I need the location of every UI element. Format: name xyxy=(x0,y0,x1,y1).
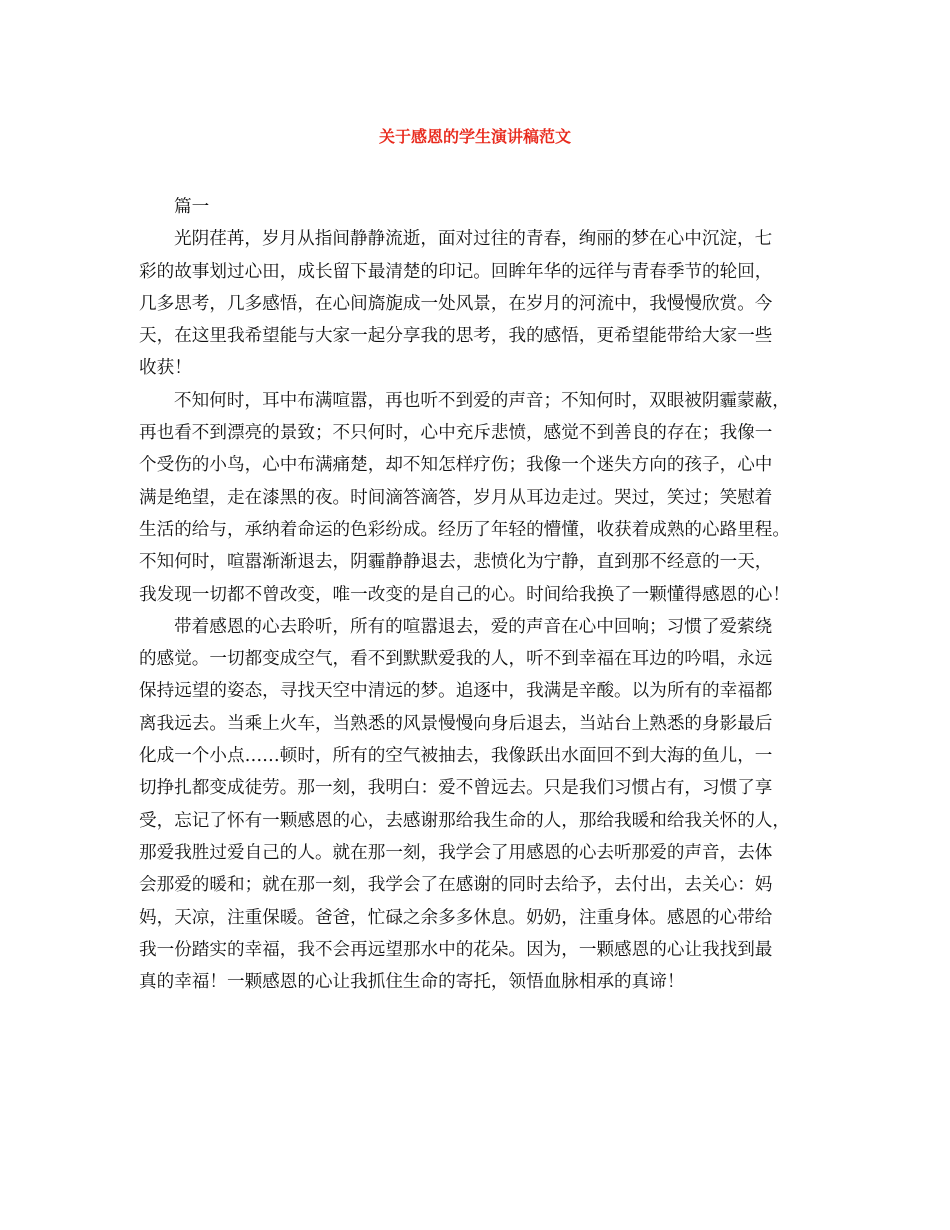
text-line: 彩的故事划过心田，成长留下最清楚的印记。回眸年华的远徉与青春季节的轮回， xyxy=(139,261,773,282)
text-line: 化成一个小点……顿时，所有的空气被抽去，我像跃出水面回不到大海的鱼儿，一 xyxy=(139,746,773,767)
text-line: 妈，天凉，注重保暖。爸爸，忙碌之余多多休息。奶奶，注重身体。感恩的心带给 xyxy=(139,907,773,928)
text-line: 生活的给与，承纳着命运的色彩纷成。经历了年轻的懵懂，收获着成熟的心路里程。 xyxy=(139,519,790,540)
document-title: 关于感恩的学生演讲稿范文 xyxy=(378,127,571,146)
text-line: 我一份踏实的幸福，我不会再远望那水中的花朵。因为，一颗感恩的心让我找到最 xyxy=(139,939,773,960)
text-line: 受，忘记了怀有一颗感恩的心，去感谢那给我生命的人，那给我暖和给我关怀的人， xyxy=(139,810,790,831)
text-line: 满是绝望，走在漆黑的夜。时间滴答滴答，岁月从耳边走过。哭过，笑过；笑慰着 xyxy=(139,487,773,508)
text-line: 切挣扎都变成徒劳。那一刻，我明白：爱不曾远去。只是我们习惯占有，习惯了享 xyxy=(139,778,773,799)
text-line: 收获！ xyxy=(139,358,192,379)
text-line: 几多思考，几多感悟，在心间旖旎成一处风景，在岁月的河流中，我慢慢欣赏。今 xyxy=(139,293,773,314)
document-body xyxy=(139,191,821,998)
text-line: 个受伤的小鸟，心中布满痛楚，却不知怎样疗伤；我像一个迷失方向的孩子，心中 xyxy=(139,455,773,476)
text-line: 我发现一切都不曾改变，唯一改变的是自己的心。时间给我换了一颗懂得感恩的心！ xyxy=(139,584,790,605)
text-line: 的感觉。一切都变成空气，看不到默默爱我的人，听不到幸福在耳边的吟唱，永远 xyxy=(139,649,773,670)
text-line: 再也看不到漂亮的景致；不只何时，心中充斥悲愤，感觉不到善良的存在；我像一 xyxy=(139,423,773,444)
text-line: 真的幸福！一颗感恩的心让我抓住生命的寄托，领悟血脉相承的真谛！ xyxy=(139,972,685,993)
text-line: 带着感恩的心去聆听，所有的喧嚣退去，爱的声音在心中回响；习惯了爱萦绕 xyxy=(174,616,773,637)
text-line: 不知何时，耳中布满喧嚣，再也听不到爱的声音；不知何时，双眼被阴霾蒙蔽， xyxy=(174,390,790,411)
text-line: 保持远望的姿态，寻找天空中清远的梦。追逐中，我满是辛酸。以为所有的幸福都 xyxy=(139,681,773,702)
text-line: 会那爱的暖和；就在那一刻，我学会了在感谢的同时去给予，去付出，去关心：妈 xyxy=(139,875,773,896)
text-line: 天，在这里我希望能与大家一起分享我的思考，我的感悟，更希望能带给大家一些 xyxy=(139,326,773,347)
section-label: 篇一 xyxy=(174,197,210,217)
text-line: 光阴荏苒，岁月从指间静静流逝，面对过往的青春，绚丽的梦在心中沉淀，七 xyxy=(174,229,773,250)
text-line: 那爱我胜过爱自己的人。就在那一刻，我学会了用感恩的心去听那爱的声音，去体 xyxy=(139,842,773,863)
text-line: 不知何时，喧嚣渐渐退去，阴霾静静退去，悲愤化为宁静，直到那不经意的一天， xyxy=(139,552,773,573)
text-line: 离我远去。当乘上火车，当熟悉的风景慢慢向身后退去，当站台上熟悉的身影最后 xyxy=(139,713,773,734)
